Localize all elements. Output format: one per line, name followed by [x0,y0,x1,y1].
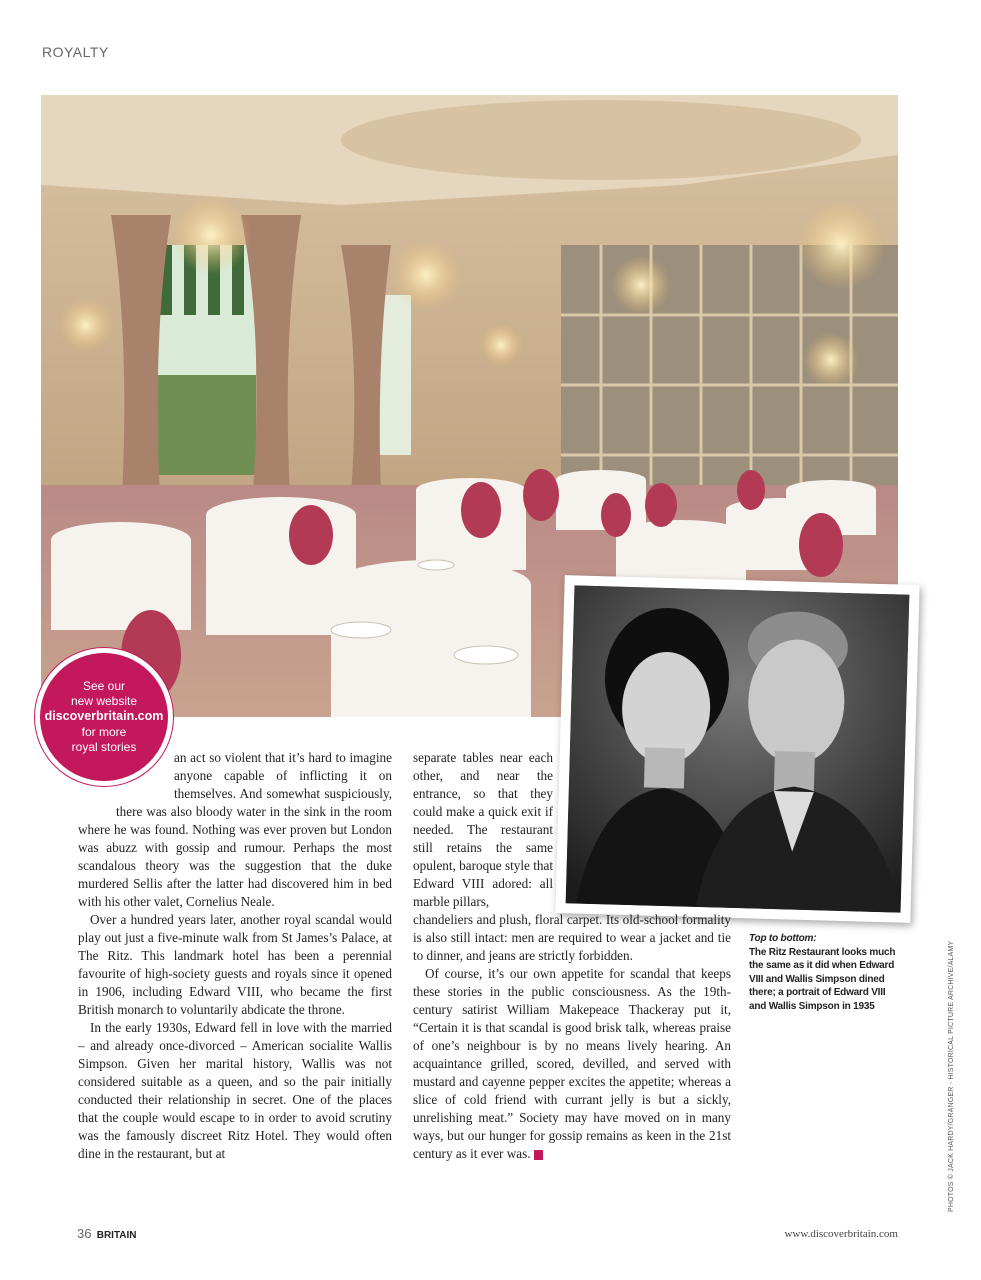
end-of-article-mark: B [534,1150,543,1160]
article-paragraph: an act so violent that it’s hard to imagine anyone capable of inflicting it on themselves. And somewhat suspiciously, there was also bloody water in the sink in the room where he was found. Nothing was ever proven but London was abuzz with gossip and rumour. Perhaps the most scandalous theory was the suggestion that the duke murdered Sellis after the latter had discovered him in bed with his other valet, Cornelius Neale. [78,750,392,909]
article-paragraph: Over a hundred years later, another royal scandal would play out just a five-minute walk from St James’s Palace, at The Ritz. This landmark hotel has been a perennial favourite of high-society guests and royals since it opened in 1906, including Edward VIII, who became the first British monarch to voluntarily abdicate the throne. [78,912,392,1017]
photo-caption [749,932,899,1013]
footer-website[interactable]: www.discoverbritain.com [784,1228,898,1240]
article-paragraph: In the early 1930s, Edward fell in love with the married – and already once-divorced – American socialite Wallis Simpson. Given her marital history, Wallis was not considered suitable as a queen, and so the pair initially conducted their relationship in secret. One of the places that the couple would escape to in order to avoid scrutiny was the famously discreet Ritz Hotel. They would often dine in the restaurant, but at [78,1020,392,1161]
badge-website-link[interactable]: discoverbritain.com [44,709,164,724]
article-paragraph: separate tables near each other, and near the entrance, so that they could make a quick exit if needed. The restaurant still retains the same opulent, baroque style that Edward VIII adored: all marble pillars, [413,750,553,909]
page-footer-left [77,1226,137,1242]
badge-line-3: for more [81,724,127,739]
badge-line-2: new website [70,694,138,709]
photo-credit: PHOTOS © JACK HARDY/GRANGER - HISTORICAL PICTURE ARCHIVE/ALAMY [948,940,955,1212]
article-paragraph: chandeliers and plush, floral carpet. Its old-school formality is also still intact: men are required to wear a jacket and tie to dinner, and jeans are strictly forbidden. [413,912,731,963]
caption-heading: Top to bottom: [749,933,817,944]
caption-body: The Ritz Restaurant looks much the same as it did when Edward VIII and Wallis Simpson dined there; a portrait of Edward VIII and Wallis Simpson in 1935 [749,946,896,1012]
article-closing-text: Of course, it’s our own appetite for scandal that keeps these stories in the public consciousness. As the 19th-century satirist William Makepeace Thackeray put it, “Certain it is that scandal is good brisk talk, whereas praise of one’s neighbour is by no means lively hearing. An acquaintance grilled, scored, devilled, and served with mustard and cayenne pepper excites the appetite; whereas a slice of cold friend with currant jelly is but a sickly, unrelishing meat.” Society may have moved on in many ways, but our hunger for gossip remains as keen in the 21st century as it ever was. [413,966,731,1161]
section-label: ROYALTY [42,44,109,60]
badge-line-4: royal stories [71,739,137,754]
magazine-name: BRITAIN [96,1230,137,1241]
badge-line-1: See our [82,679,126,694]
article-column-2 [413,749,731,1163]
article-column-1 [78,749,392,1163]
page-number: 36 [77,1226,92,1241]
article-paragraph [413,965,731,1163]
